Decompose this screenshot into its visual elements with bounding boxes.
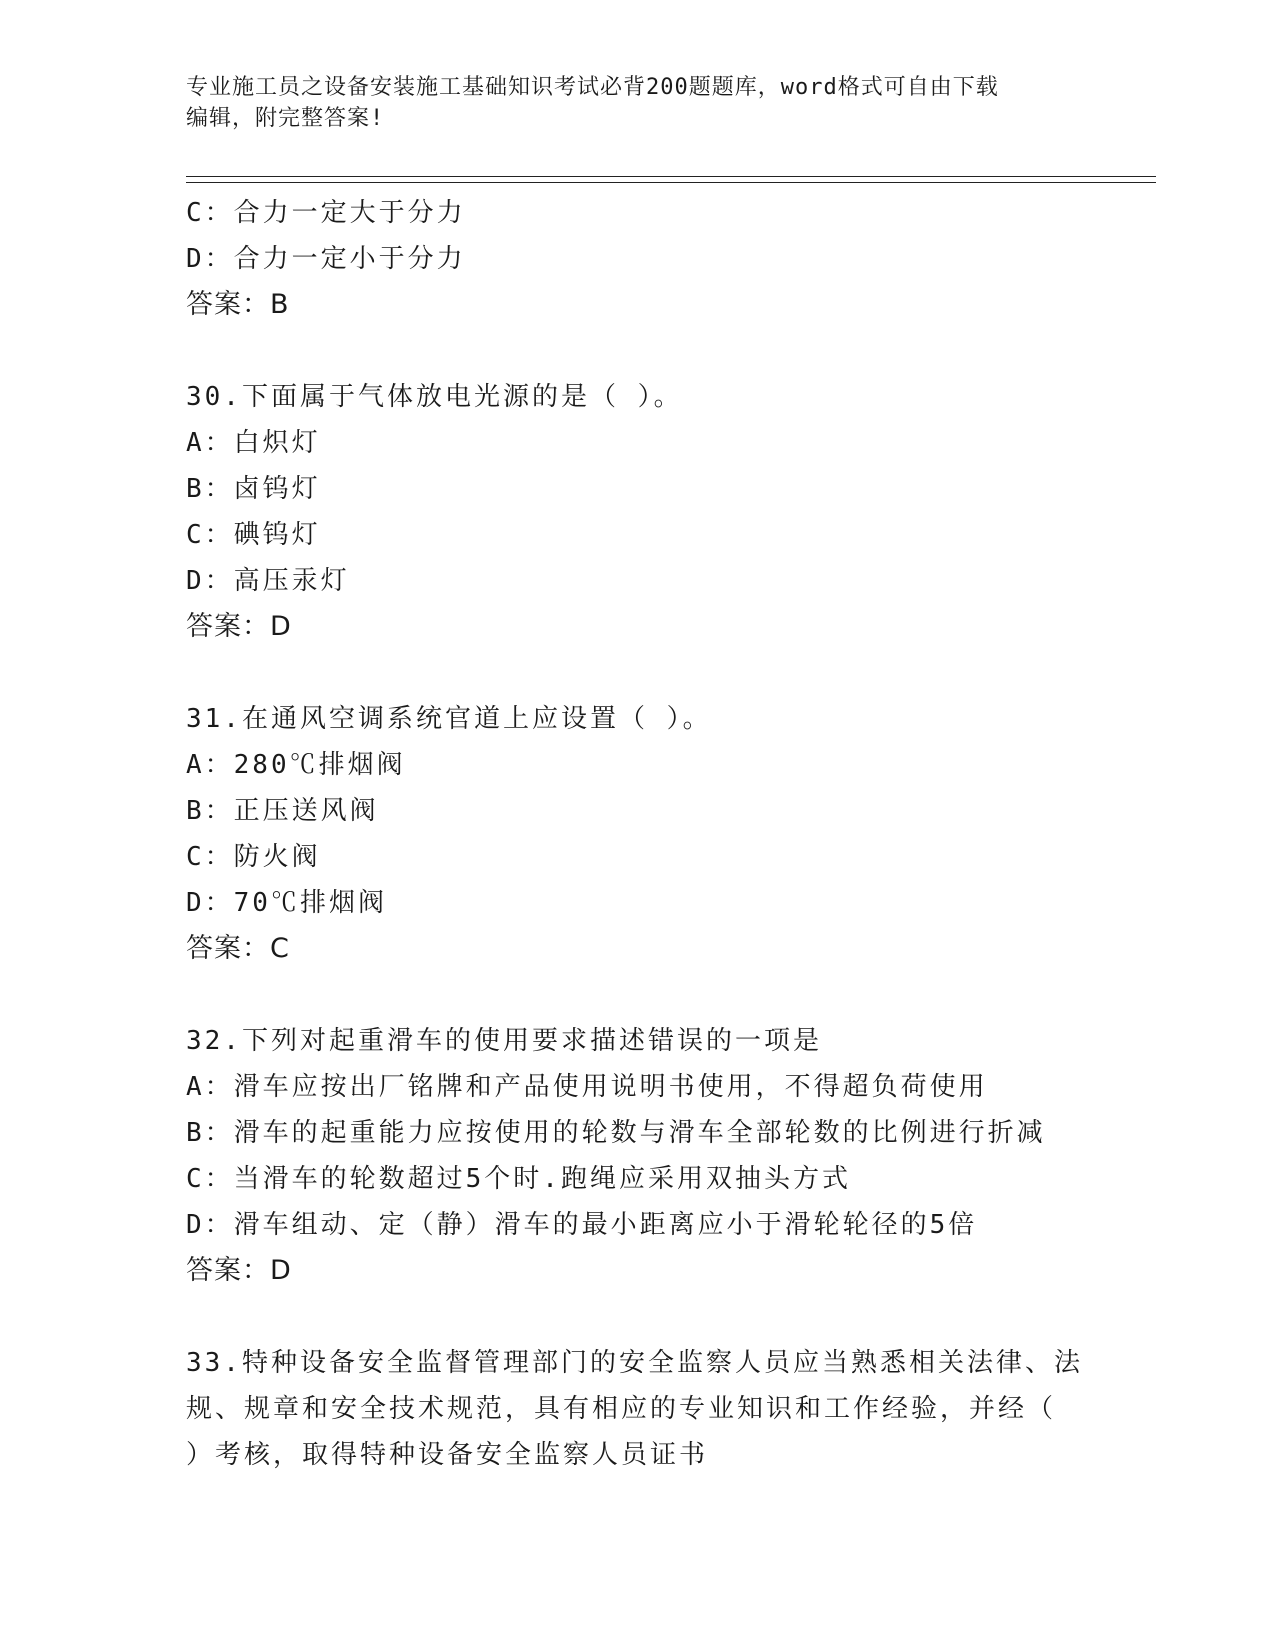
document-header xyxy=(186,72,1086,134)
answer-label: 答案：B xyxy=(186,289,290,320)
question-stem: 30.下面属于气体放电光源的是（ ）。 xyxy=(186,382,683,412)
question-stem: 32.下列对起重滑车的使用要求描述错误的一项是 xyxy=(186,1026,822,1056)
question-29-tail xyxy=(186,190,1106,328)
spacer xyxy=(186,972,1106,1018)
header-divider-top xyxy=(186,176,1156,177)
question-31 xyxy=(186,696,1106,972)
question-33 xyxy=(186,1340,1106,1478)
spacer xyxy=(186,1294,1106,1340)
option-a: A：280℃排烟阀 xyxy=(186,750,406,780)
question-stem-line-3: ）考核，取得特种设备安全监察人员证书 xyxy=(186,1440,709,1470)
option-d: D：合力一定小于分力 xyxy=(186,244,466,274)
option-c: C：碘钨灯 xyxy=(186,520,321,550)
option-d: D：滑车组动、定（静）滑车的最小距离应小于滑轮轮径的5倍 xyxy=(186,1210,978,1240)
question-30 xyxy=(186,374,1106,650)
option-c: C：当滑车的轮数超过5个时.跑绳应采用双抽头方式 xyxy=(186,1164,851,1194)
header-title-line-2: 编辑，附完整答案! xyxy=(186,106,385,131)
question-stem-line-2: 规、规章和安全技术规范，具有相应的专业知识和工作经验，并经（ xyxy=(186,1394,1057,1424)
option-d: D：70℃排烟阀 xyxy=(186,888,387,918)
option-b: B：滑车的起重能力应按使用的轮数与滑车全部轮数的比例进行折减 xyxy=(186,1118,1046,1148)
option-a: A：白炽灯 xyxy=(186,428,321,458)
header-divider-bottom xyxy=(186,182,1156,183)
answer-label: 答案：D xyxy=(186,611,292,642)
answer-label: 答案：C xyxy=(186,933,290,964)
spacer xyxy=(186,650,1106,696)
question-stem-line-1: 33.特种设备安全监督管理部门的安全监察人员应当熟悉相关法律、法 xyxy=(186,1348,1083,1378)
option-d: D：高压汞灯 xyxy=(186,566,350,596)
option-b: B：卤钨灯 xyxy=(186,474,321,504)
option-c: C：防火阀 xyxy=(186,842,321,872)
question-32 xyxy=(186,1018,1106,1294)
answer-label: 答案：D xyxy=(186,1255,292,1286)
spacer xyxy=(186,328,1106,374)
option-c: C：合力一定大于分力 xyxy=(186,198,466,228)
option-a: A：滑车应按出厂铭牌和产品使用说明书使用，不得超负荷使用 xyxy=(186,1072,988,1102)
option-b: B：正压送风阀 xyxy=(186,796,379,826)
question-stem: 31.在通风空调系统官道上应设置（ ）。 xyxy=(186,704,712,734)
question-list xyxy=(186,190,1106,1478)
header-title-line-1: 专业施工员之设备安装施工基础知识考试必背200题题库，word格式可自由下载 xyxy=(186,75,999,100)
